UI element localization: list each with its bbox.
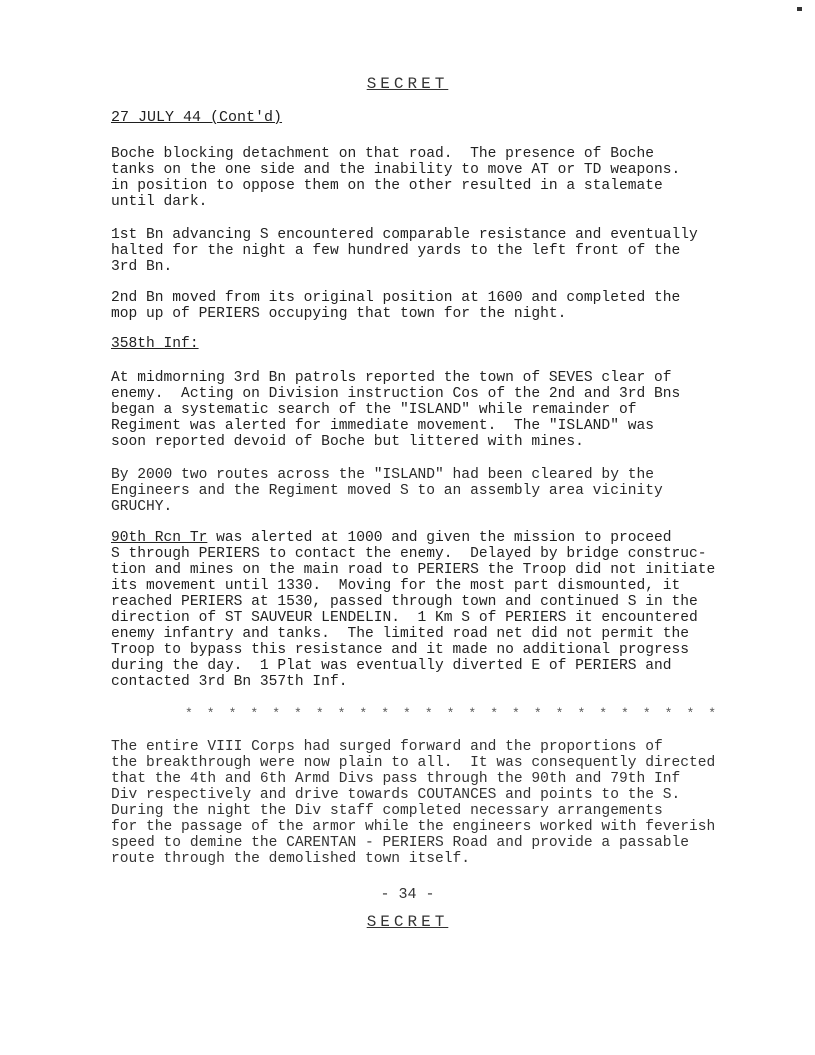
paragraph-1st-bn: 1st Bn advancing S encountered comparable resistance and eventually halted for the night a few hundred yards to the left front of the 3rd Bn.	[111, 227, 698, 275]
paragraph-stalemate: Boche blocking detachment on that road. The presence of Boche tanks on the one side and the inability to move AT or TD weapons. in position to oppose them on the other resulted in a stalemate until dark.	[111, 146, 681, 210]
classification-header: SECRET	[366, 75, 449, 93]
classification-footer: SECRET	[366, 913, 449, 931]
scan-mark	[797, 7, 802, 11]
paragraph-island-search: At midmorning 3rd Bn patrols reported the town of SEVES clear of enemy. Acting on Division instruction Cos of the 2nd and 3rd Bns began a systematic search of the "ISLAND" while remainder of Regiment was alerted for immediate movement. The "ISLAND" was soon reported devoid of Boche but littered with mines.	[111, 370, 681, 450]
star-separator: * * * * * * * * * * * * * * * * * * * * * * * * *	[185, 706, 720, 721]
paragraph-breakthrough: The entire VIII Corps had surged forward and the proportions of the breakthrough were now plain to all. It was consequently directed that the 4th and 6th Armd Divs pass through the 90th and 79th Inf Div respectively and drive towards COUTANCES and points to the S. During the night the Div staff completed necessary arrangements for the passage of the armor while the engineers worked with feverish speed to demine the CARENTAN - PERIERS Road and provide a passable route through the demolished town itself.	[111, 739, 716, 867]
section-heading-358th-inf: 358th Inf:	[111, 336, 199, 352]
date-heading: 27 JULY 44 (Cont'd)	[111, 109, 283, 126]
paragraph-rcn-troop	[111, 530, 761, 690]
paragraph-routes-cleared: By 2000 two routes across the "ISLAND" had been cleared by the Engineers and the Regiment moved S to an assembly area vicinity GRUCHY.	[111, 467, 663, 515]
page-number: - 34 -	[380, 886, 435, 903]
paragraph-rcn-troop-text: was alerted at 1000 and given the mission to proceed S through PERIERS to contact the enemy. Delayed by bridge construc- tion and mines on the main road to PERIERS the Troop did not initiate its movement until 1330. Moving for the most part dismounted, it reached PERIERS at 1530, passed through town and continued S in the direction of ST SAUVEUR LENDELIN. 1 Km S of PERIERS it encountered enemy infantry and tanks. The limited road net did not permit the Troop to bypass this resistance and it made no additional progress during the day. 1 Plat was eventually diverted E of PERIERS and contacted 3rd Bn 357th Inf.	[111, 530, 716, 690]
paragraph-2nd-bn: 2nd Bn moved from its original position at 1600 and completed the mop up of PERIERS occupying that town for the night.	[111, 290, 681, 322]
unit-name-90th-rcn-tr: 90th Rcn Tr	[111, 530, 208, 546]
